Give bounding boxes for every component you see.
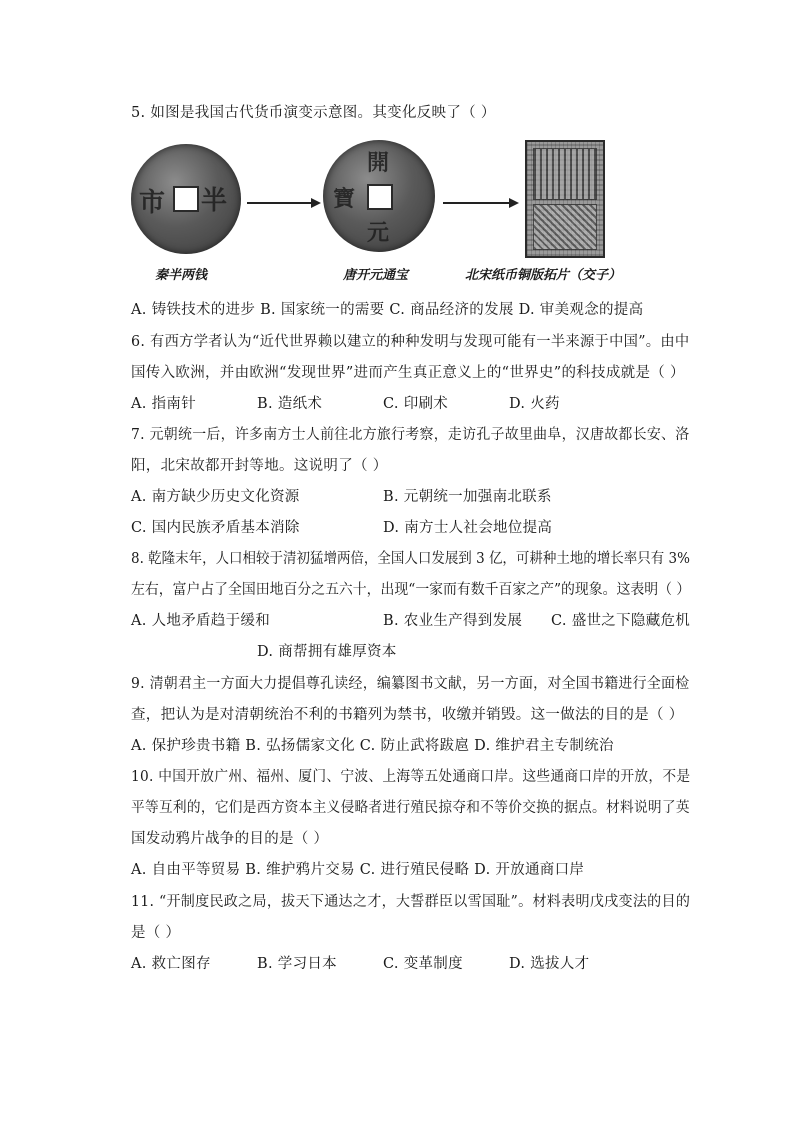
q6-option-b: B. 造纸术 bbox=[257, 396, 323, 412]
q9-options: A. 保护珍贵书籍 B. 弘扬儒家文化 C. 防止武将跋扈 D. 维护君主专制统治 bbox=[131, 738, 614, 754]
currency-evolution-figure bbox=[125, 136, 645, 288]
tang-kaiyuan-coin-image: 開 寶 元 bbox=[323, 140, 435, 252]
q7-option-a: A. 南方缺少历史文化资源 bbox=[131, 489, 300, 505]
q11-option-a: A. 救亡图存 bbox=[131, 956, 211, 972]
q6-stem-line2: 国传入欧洲，并由欧洲“发现世界”进而产生真正意义上的“世界史”的科技成就是（ ） bbox=[131, 365, 685, 381]
caption-qin-coin: 秦半两钱 bbox=[155, 268, 208, 283]
q9-stem-line1: 9. 清朝君主一方面大力提倡尊孔读经，编纂图书文献，另一方面，对全国书籍进行全面检 bbox=[131, 676, 690, 692]
q7-option-b: B. 元朝统一加强南北联系 bbox=[383, 489, 552, 505]
q7-option-d: D. 南方士人社会地位提高 bbox=[383, 520, 553, 536]
q10-stem-line1: 10. 中国开放广州、福州、厦门、宁波、上海等五处通商口岸。这些通商口岸的开放，不是 bbox=[131, 769, 691, 785]
caption-jiaozi: 北宋纸币铜版拓片（交子） bbox=[465, 268, 622, 283]
q10-stem-line3: 国发动鸦片战争的目的是（ ） bbox=[131, 831, 329, 847]
q11-option-c: C. 变革制度 bbox=[383, 956, 463, 972]
q6-stem-line1: 6. 有西方学者认为“近代世界赖以建立的种种发明与发现可能有一半来源于中国”。由中 bbox=[131, 334, 690, 350]
q8-option-c: C. 盛世之下隐藏危机 bbox=[551, 613, 691, 629]
q11-option-b: B. 学习日本 bbox=[257, 956, 337, 972]
q6-option-c: C. 印刷术 bbox=[383, 396, 449, 412]
q7-stem-line2: 阳，北宋故都开封等地。这说明了（ ） bbox=[131, 458, 388, 474]
arrow-icon bbox=[247, 196, 321, 210]
q8-stem-line1: 8. 乾隆末年，人口相较于清初猛增两倍，全国人口发展到 3 亿，可耕种土地的增长率只有 3% bbox=[131, 551, 690, 567]
q8-option-d: D. 商帮拥有雄厚资本 bbox=[257, 644, 397, 660]
caption-tang-coin: 唐开元通宝 bbox=[343, 268, 409, 283]
q8-option-b: B. 农业生产得到发展 bbox=[383, 613, 523, 629]
arrow-icon bbox=[443, 196, 519, 210]
qin-banliang-coin-image: 市 半 bbox=[131, 144, 241, 254]
q11-stem-line2: 是（ ） bbox=[131, 925, 181, 941]
q7-stem-line1: 7. 元朝统一后，许多南方士人前往北方旅行考察，走访孔子故里曲阜，汉唐故都长安、洛 bbox=[131, 427, 690, 443]
q10-stem-line2: 平等互利的，它们是西方资本主义侵略者进行殖民掠夺和不等价交换的据点。材料说明了英 bbox=[131, 800, 690, 816]
q9-stem-line2: 查，把认为是对清朝统治不利的书籍列为禁书，收缴并销毁。这一做法的目的是（ ） bbox=[131, 707, 684, 723]
q6-option-a: A. 指南针 bbox=[131, 396, 196, 412]
q6-option-d: D. 火药 bbox=[509, 396, 560, 412]
q11-stem-line1: 11. “开制度民政之局，拔天下通达之才，大誓群臣以雪国耻”。材料表明戊戌变法的目的 bbox=[131, 894, 691, 910]
q10-options: A. 自由平等贸易 B. 维护鸦片交易 C. 进行殖民侵略 D. 开放通商口岸 bbox=[131, 862, 585, 878]
q7-option-c: C. 国内民族矛盾基本消除 bbox=[131, 520, 300, 536]
jiaozi-banknote-rubbing-image bbox=[525, 140, 605, 258]
q8-option-a: A. 人地矛盾趋于缓和 bbox=[131, 613, 270, 629]
q11-option-d: D. 选拔人才 bbox=[509, 956, 590, 972]
q8-stem-line2: 左右，富户占了全国田地百分之五六十，出现“一家而有数千百家之产”的现象。这表明（ ） bbox=[131, 582, 691, 598]
q5-stem: 5. 如图是我国古代货币演变示意图。其变化反映了（ ） bbox=[131, 105, 496, 121]
q5-options: A. 铸铁技术的进步 B. 国家统一的需要 C. 商品经济的发展 D. 审美观念的提高 bbox=[131, 302, 644, 318]
